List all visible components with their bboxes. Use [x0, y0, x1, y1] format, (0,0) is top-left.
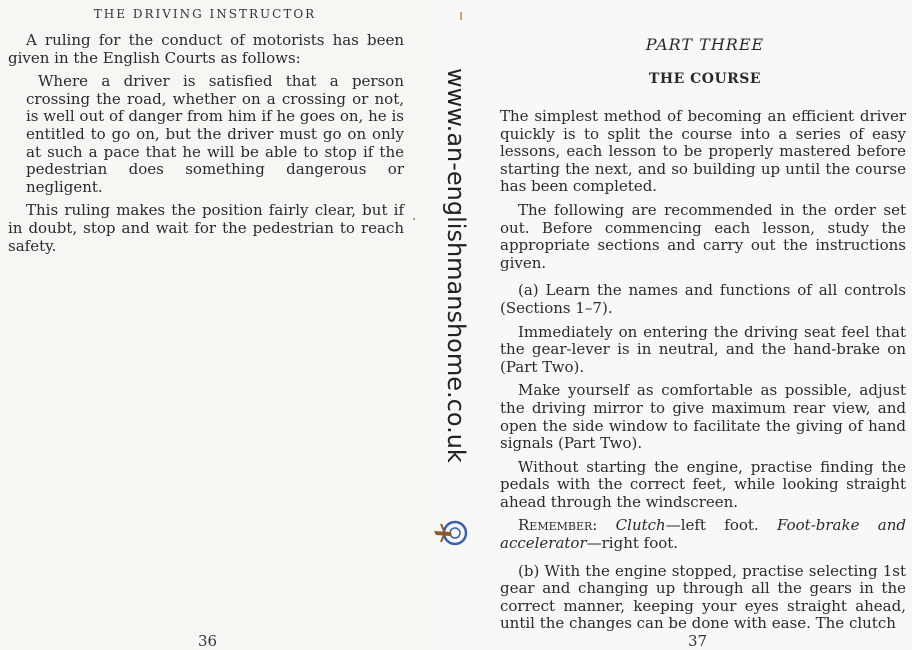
right-paragraph-6: Without starting the engine, practise finding the pedals with the correct feet, while looking straight ahead through the windscreen.: [500, 457, 906, 511]
watermark-text: www.an-englishmanshome.co.uk: [442, 68, 470, 463]
remember-note: [500, 517, 906, 552]
gutter-speck: [460, 12, 462, 20]
right-paragraph-4: Immediately on entering the driving seat feel that the gear-lever is in neutral, and the hand-brake on (Part Two).: [500, 322, 906, 376]
page-number-left: 36: [198, 632, 218, 650]
left-paragraph-quote: Where a driver is satisfied that a person crossing the road, whether on a crossing or not, is well out of danger from him if he goes on, he is entitled to go on, but the driver must go on only at such a pace that he will be able to stop if the pedestrian does something dangerous or negligent.: [26, 72, 404, 196]
lesson-a-paragraph: (a) Learn the names and functions of all controls (Sections 1–7).: [500, 281, 906, 317]
remember-brake-rest: —right foot.: [586, 534, 679, 553]
remember-clutch-rest: —left foot.: [665, 516, 759, 535]
right-paragraph-5: Make yourself as comfortable as possible, adjust the driving mirror to give maximum rear view, and open the side window to facilitate the giving of hand signals (Part Two).: [500, 381, 906, 453]
right-page-body: [500, 108, 906, 633]
left-page-body: [8, 32, 404, 255]
remember-label: Remember:: [518, 516, 598, 535]
left-paragraph-1: A ruling for the conduct of motorists has been given in the English Courts as follows:: [8, 31, 404, 67]
running-head: THE DRIVING INSTRUCTOR: [93, 7, 317, 21]
remember-brake: Foot-brake and accelerator: [500, 516, 906, 553]
remember-clutch: Clutch: [615, 516, 666, 535]
lesson-b-paragraph: (b) With the engine stopped, practise selecting 1st gear and changing up through all the gears in the correct manner, keeping your eyes straight ahead, until the changes can be done with ease. The clutch: [500, 561, 906, 633]
page-number-right: 37: [688, 632, 708, 650]
left-paragraph-3: This ruling makes the position fairly clear, but if in doubt, stop and wait for the pedestrian to reach safety.: [8, 201, 404, 255]
right-paragraph-1: The simplest method of becoming an efficient driver quickly is to split the course into a series of easy lessons, each lesson to be properly mastered before starting the next, and so building up until the course has been completed.: [500, 107, 906, 196]
part-title: PART THREE: [645, 35, 765, 54]
gutter-speck: [413, 218, 415, 220]
section-title: THE COURSE: [648, 71, 762, 87]
right-paragraph-2: The following are recommended in the order set out. Before commencing each lesson, study the appropriate sections and carry out the instructions given.: [500, 200, 906, 272]
watermark-logo-icon: [428, 515, 472, 551]
